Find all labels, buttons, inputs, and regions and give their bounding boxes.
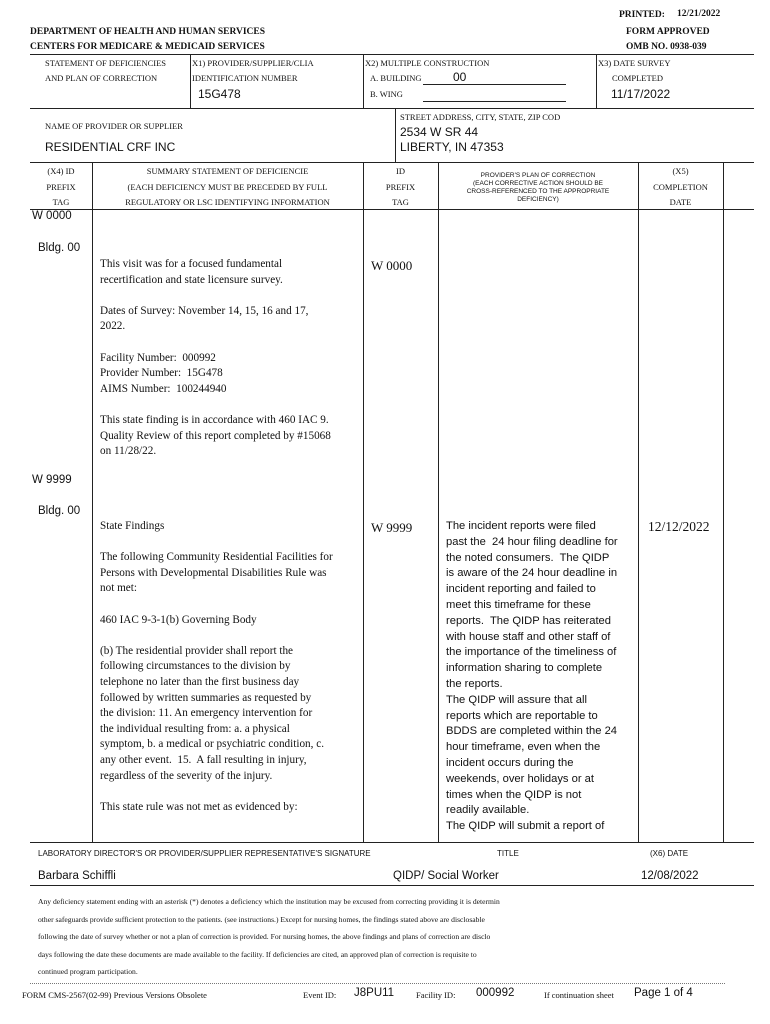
provider-name-label: NAME OF PROVIDER OR SUPPLIER xyxy=(45,121,183,131)
printed-label: PRINTED: xyxy=(619,10,665,20)
summary-header-1: SUMMARY STATEMENT OF DEFICIENCIE xyxy=(146,166,309,176)
w9999-building: Bldg. 00 xyxy=(38,505,81,517)
centers-heading: CENTERS FOR MEDICARE & MEDICAID SERVICES xyxy=(30,42,265,52)
disclaimer xyxy=(38,893,758,981)
disclaimer-line: following the date of survey whether or not a plan of correction is provided. For nursing homes, the above findings and plans of correction are disclo xyxy=(38,932,491,942)
statement-label-1: STATEMENT OF DEFICIENCIES xyxy=(45,58,167,68)
omb-number: OMB NO. 0938-039 xyxy=(626,42,707,52)
w0000-summary: This visit was for a focused fundamental recertification and state licensure survey. Dates of Survey: November 14, 15, 16 and 17, 2022. Facility Number: 000992 Provider Number: 15G478 AIMS Number: 100244940 This state finding is in accordance with 460 IAC 9. Quality Review of this report completed by #15068 on 11/28/22. xyxy=(100,258,331,458)
id-header-3: TAG xyxy=(392,197,409,207)
w9999-plan-of-correction: The incident reports were filed past the 24 hour filing deadline for the noted consumers. The QIDP is aware of the 24 hour deadline in incident reporting and failed to meet this timeframe for these reports. The QIDP has reiterated with house staff and other staff of the importance of the timeliness of information sharing to complete the reports. The QIDP will assure that all reports which are reportable to BDDS are completed within the 24 hour timeframe, even when the incident occurs during the weekends, over holidays or at times when the QIDP is not readily available. The QIDP will submit a report of xyxy=(446,520,618,833)
facility-id-label: Facility ID: xyxy=(416,990,456,1000)
plan-header-4: DEFICIENCY) xyxy=(517,196,559,203)
x5-header-2: COMPLETION xyxy=(653,182,708,192)
x3-label-1: X3) DATE SURVEY xyxy=(598,58,671,68)
w9999-summary: State Findings The following Community Residential Facilities for Persons with Developmental Disabilities Rule was not met: 460 IAC 9-3-1(b) Governing Body (b) The residential provider shall report the following circumstances to the division by telephone no later than the first business day followed by written summaries as requested by the division: 11. An emergency intervention for the individual resulting from: a. a physical symptom, b. a medical or psychiatric condition, c. any other event. 15. A fall resulting in injury, regardless of the severity of the injury. This state rule was not met as evidenced by: xyxy=(100,520,333,813)
event-id-value: J8PU11 xyxy=(354,987,395,999)
form-approved: FORM APPROVED xyxy=(626,27,710,37)
disclaimer-line: Any deficiency statement ending with an asterisk (*) denotes a deficiency which the institution may be excused from correcting providing it is determin xyxy=(38,897,500,906)
page-number: Page 1 of 4 xyxy=(634,987,693,999)
w9999-id-tag: W 9999 xyxy=(371,520,413,535)
x4-header-3: TAG xyxy=(52,197,70,207)
x1-label-2: IDENTIFICATION NUMBER xyxy=(192,73,298,83)
disclaimer-line: other safeguards provide sufficient protection to the patients. (see instructions.) Except for nursing homes, the findings stated above are disclosable xyxy=(38,914,485,924)
wing-label: B. WING xyxy=(370,89,403,99)
statement-label-2: AND PLAN OF CORRECTION xyxy=(45,73,158,83)
w9999-completion-date: 12/12/2022 xyxy=(648,519,710,534)
address-label: STREET ADDRESS, CITY, STATE, ZIP COD xyxy=(400,112,561,122)
id-header-1: ID xyxy=(396,166,405,176)
signer-name: Barbara Schiffli xyxy=(38,870,116,882)
x4-header-2: PREFIX xyxy=(46,182,76,192)
provider-id-value: 15G478 xyxy=(198,87,241,101)
signature-label: LABORATORY DIRECTOR'S OR PROVIDER/SUPPLIER REPRESENTATIVE'S SIGNATURE xyxy=(38,849,371,858)
address-line-2: LIBERTY, IN 47353 xyxy=(400,140,504,154)
w0000-id-tag: W 0000 xyxy=(371,258,413,273)
address-line-1: 2534 W SR 44 xyxy=(400,125,479,139)
summary-header-2: (EACH DEFICIENCY MUST BE PRECEDED BY FULL xyxy=(127,182,328,192)
wing-value-line xyxy=(423,88,566,102)
facility-id-value: 000992 xyxy=(476,987,515,999)
signer-title: QIDP/ Social Worker xyxy=(393,870,499,882)
provider-name-value: RESIDENTIAL CRF INC xyxy=(45,140,176,154)
date-label: (X6) DATE xyxy=(650,849,689,858)
title-label: TITLE xyxy=(497,849,519,858)
w0000-tag: W 0000 xyxy=(32,210,72,222)
x5-header-3: DATE xyxy=(669,197,692,207)
building-label: A. BUILDING xyxy=(370,73,422,83)
event-id-label: Event ID: xyxy=(303,990,337,1000)
printed-date: 12/21/2022 xyxy=(677,9,721,19)
x4-header-1: (X4) ID xyxy=(47,166,75,176)
plan-header-1: PROVIDER'S PLAN OF CORRECTION xyxy=(480,172,596,179)
plan-header-2: (EACH CORRECTIVE ACTION SHOULD BE xyxy=(472,180,604,187)
w9999-tag: W 9999 xyxy=(32,474,72,486)
dept-heading: DEPARTMENT OF HEALTH AND HUMAN SERVICES xyxy=(30,27,266,37)
x5-header-1: (X5) xyxy=(672,166,689,176)
signature-date: 12/08/2022 xyxy=(641,870,699,882)
id-header-2: PREFIX xyxy=(385,182,416,192)
w0000-building: Bldg. 00 xyxy=(38,242,81,254)
plan-header-3: CROSS-REFERENCED TO THE APPROPRIATE xyxy=(466,188,610,195)
survey-date-value: 11/17/2022 xyxy=(611,87,671,101)
x1-label-1: X1) PROVIDER/SUPPLIER/CLIA xyxy=(192,58,314,68)
continuation-label: If continuation sheet xyxy=(544,990,614,1000)
summary-header-3: REGULATORY OR LSC IDENTIFYING INFORMATION xyxy=(125,197,330,207)
building-value: 00 xyxy=(423,70,566,85)
x3-label-2: COMPLETED xyxy=(612,73,663,83)
disclaimer-line: continued program participation. xyxy=(38,967,138,977)
form-number: FORM CMS-2567(02-99) Previous Versions Obsolete xyxy=(22,990,207,1000)
x2-label: X2) MULTIPLE CONSTRUCTION xyxy=(365,58,490,68)
disclaimer-line: days following the date these documents are made available to the facility. If deficiencies are cited, an approved plan of correction is requisite to xyxy=(38,949,477,959)
